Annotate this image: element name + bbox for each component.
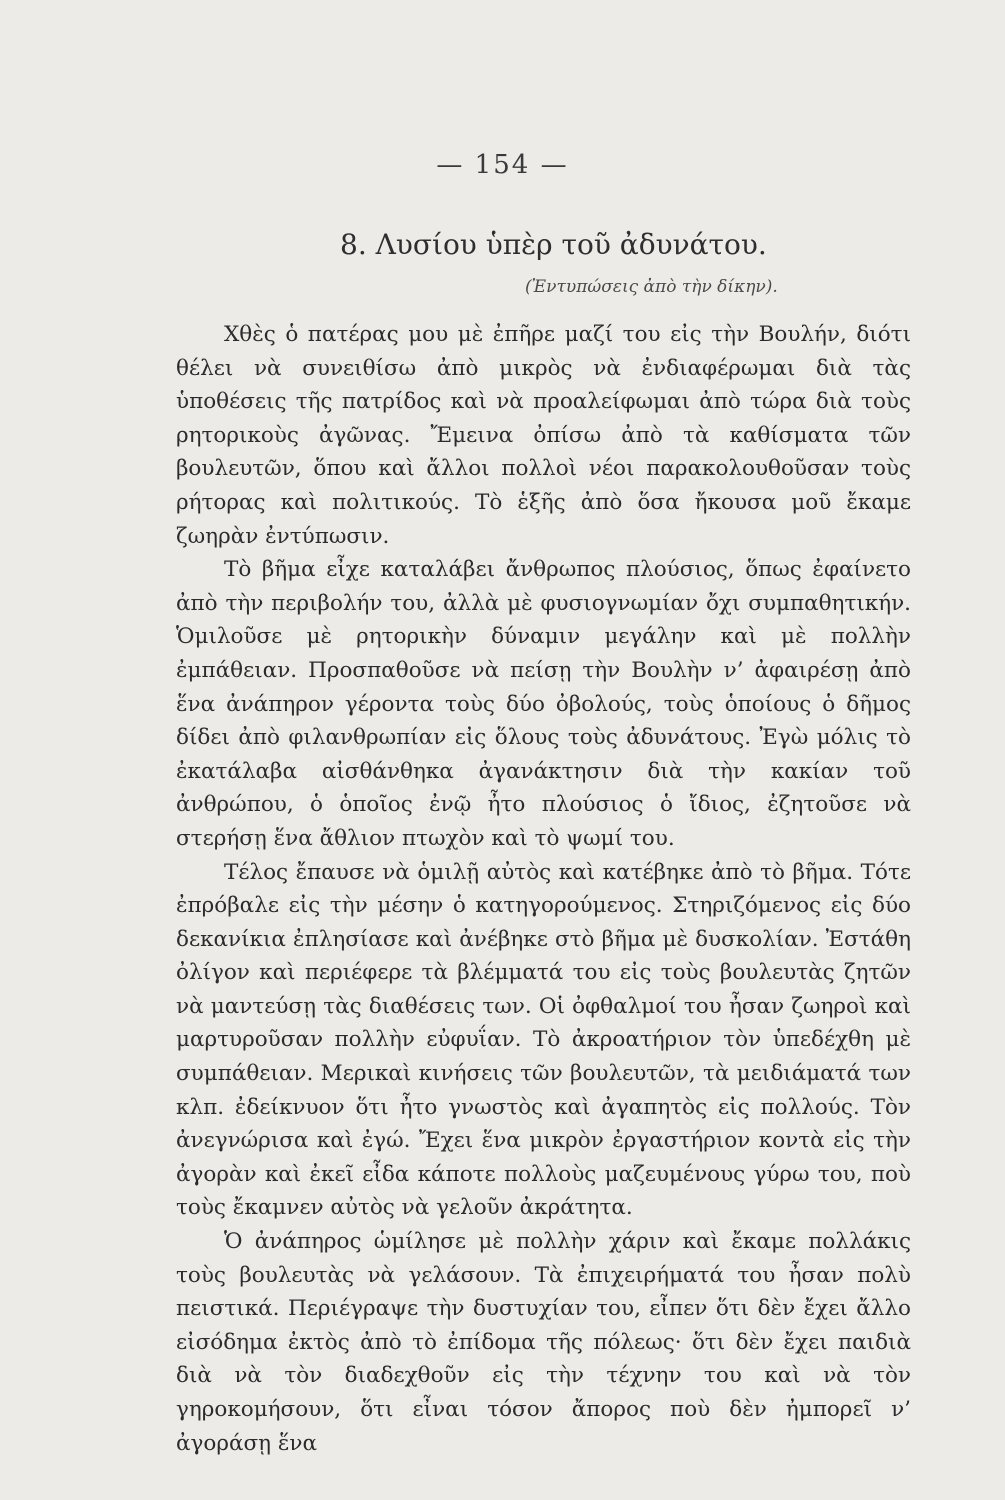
paragraph-4: Ὁ ἀνάπηρος ὡμίλησε μὲ πολλὴν χάριν καὶ ἔκαμε πολλάκις τοὺς βουλευτὰς νὰ γελάσουν. Τὰ ἐπιχειρήματά του ἦσαν πολὺ πειστικά. Περιέγραψε τὴν δυστυχίαν του, εἶπεν ὅτι δὲν ἔχει ἄλλο εἰσόδημα ἐκτὸς ἀπὸ τὸ ἐπίδομα τῆς πόλεως· ὅτι δὲν ἔχει παιδιὰ διὰ νὰ τὸν διαδεχθοῦν εἰς τὴν τέχνην του καὶ νὰ τὸν γηροκομήσουν, ὅτι εἶναι τόσον ἄπορος ποὺ δὲν ἠμπορεῖ ν’ ἀγοράσῃ ἕνα	[176, 1229, 911, 1456]
page-number: — 154 —	[436, 150, 569, 180]
paragraph-2: Τὸ βῆμα εἶχε καταλάβει ἄνθρωπος πλούσιος, ὅπως ἐφαίνετο ἀπὸ τὴν περιβολήν του, ἀλλὰ μὲ φυσιογνωμίαν ὄχι συμπαθητικήν. Ὁμιλοῦσε μὲ ρητορικὴν δύναμιν μεγάλην καὶ μὲ πολλὴν ἐμπάθειαν. Προσπαθοῦσε νὰ πείσῃ τὴν Βουλὴν ν’ ἀφαιρέσῃ ἀπὸ ἕνα ἀνάπηρον γέροντα τοὺς δύο ὀβολούς, τοὺς ὁποίους ὁ δῆμος δίδει ἀπὸ φιλανθρωπίαν εἰς ὅλους τοὺς ἀδυνάτους. Ἐγὼ μόλις τὸ ἐκατάλαβα αἰσθάνθηκα ἀγανάκτησιν διὰ τὴν κακίαν τοῦ ἀνθρώπου, ὁ ὁποῖος ἐνῷ ἦτο πλούσιος ὁ ἴδιος, ἐζητοῦσε νὰ στερήσῃ ἕνα ἄθλιον πτωχὸν καὶ τὸ ψωμί του.	[176, 557, 911, 851]
chapter-subtitle: (Ἐντυπώσεις ἀπὸ τὴν δίκην).	[525, 277, 778, 297]
body-text	[176, 318, 911, 1460]
chapter-heading: 8. Λυσίου ὑπὲρ τοῦ ἀδυνάτου.	[340, 228, 767, 261]
paragraph-1: Χθὲς ὁ πατέρας μου μὲ ἐπῆρε μαζί του εἰς τὴν Βουλήν, διότι θέλει νὰ συνειθίσω ἀπὸ μικρὸς νὰ ἐνδιαφέρωμαι διὰ τὰς ὑποθέσεις τῆς πατρίδος καὶ νὰ προαλείφωμαι ἀπὸ τώρα διὰ τοὺς ρητορικοὺς ἀγῶνας. Ἔμεινα ὀπίσω ἀπὸ τὰ καθίσματα τῶν βουλευτῶν, ὅπου καὶ ἄλλοι πολλοὶ νέοι παρακολουθοῦσαν τοὺς ρήτορας καὶ πολιτικούς. Τὸ ἑξῆς ἀπὸ ὅσα ἤκουσα μοῦ ἔκαμε ζωηρὰν ἐντύπωσιν.	[176, 322, 911, 549]
paragraph-3: Τέλος ἔπαυσε νὰ ὁμιλῇ αὐτὸς καὶ κατέβηκε ἀπὸ τὸ βῆμα. Τότε ἐπρόβαλε εἰς τὴν μέσην ὁ κατηγορούμενος. Στηριζόμενος εἰς δύο δεκανίκια ἐπλησίασε καὶ ἀνέβηκε στὸ βῆμα μὲ δυσκολίαν. Ἐστάθη ὀλίγον καὶ περιέφερε τὰ βλέμματά του εἰς τοὺς βουλευτὰς ζητῶν νὰ μαντεύσῃ τὰς διαθέσεις των. Οἱ ὀφθαλμοί του ἦσαν ζωηροὶ καὶ μαρτυροῦσαν πολλὴν εὐφυΐαν. Τὸ ἀκροατήριον τὸν ὑπεδέχθη μὲ συμπάθειαν. Μερικαὶ κινήσεις τῶν βουλευτῶν, τὰ μειδιάματά των κλπ. ἐδείκνυον ὅτι ἦτο γνωστὸς καὶ ἀγαπητὸς εἰς πολλούς. Τὸν ἀνεγνώρισα καὶ ἐγώ. Ἔχει ἕνα μικρὸν ἐργαστήριον κοντὰ εἰς τὴν ἀγορὰν καὶ ἐκεῖ εἶδα κάποτε πολλοὺς μαζευμένους γύρω του, ποὺ τοὺς ἔκαμνεν αὐτὸς νὰ γελοῦν ἀκράτητα.	[176, 859, 911, 1221]
